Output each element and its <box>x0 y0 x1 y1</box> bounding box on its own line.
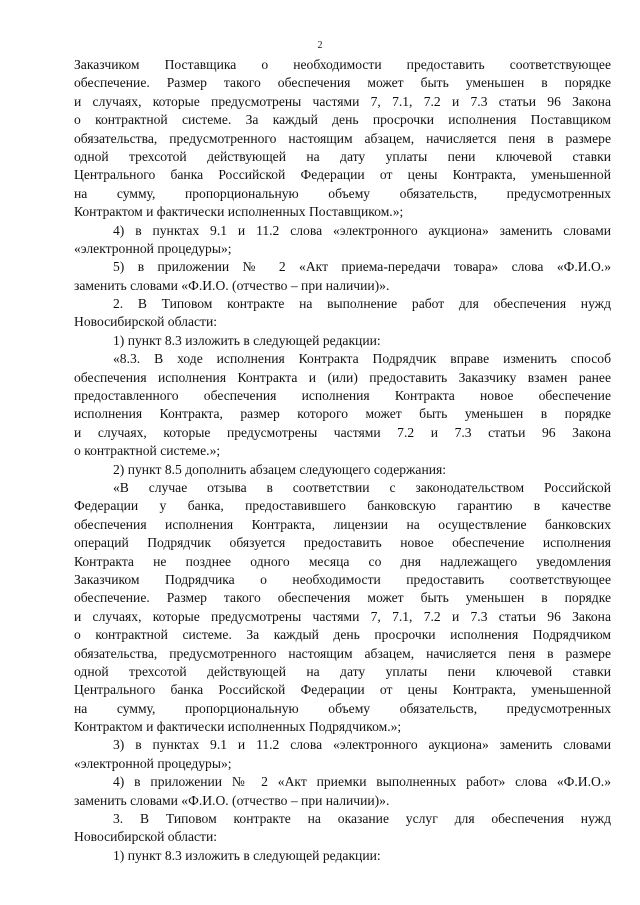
text-line: о контрактной системе. За каждый день просрочки исполнения Подрядчиком <box>74 627 611 643</box>
text-line: 2. В Типовом контракте на выполнение работ для обеспечения нужд <box>113 296 611 312</box>
text-line: и случаях, которые предусмотрены частями 7, 7.1, 7.2 и 7.3 статьи 96 Закона <box>74 608 611 624</box>
text-line: операций Подрядчик обязуется предоставить новое обеспечение исполнения <box>74 535 611 551</box>
text-line: 3) в пунктах 9.1 и 11.2 слова «электронного аукциона» заменить словами <box>113 737 611 753</box>
text-line: «электронной процедуры»; <box>74 755 232 771</box>
text-line: заменить словами «Ф.И.О. (отчество – при наличии)». <box>74 277 390 293</box>
text-line: Центрального банка Российской Федерации от цены Контракта, уменьшенной <box>74 167 611 183</box>
text-line: на сумму, пропорциональную объему обязательств, предусмотренных <box>74 185 611 201</box>
text-line: «электронной процедуры»; <box>74 240 232 256</box>
text-line: обеспечение. Размер такого обеспечения может быть уменьшен в порядке <box>74 590 611 606</box>
text-line: 4) в приложении № 2 «Акт приемки выполненных работ» слова «Ф.И.О.» <box>113 774 611 790</box>
text-line: и случаях, которые предусмотрены частями 7.2 и 7.3 статьи 96 Закона <box>74 424 611 440</box>
text-line: обязательства, предусмотренного настоящим абзацем, начисляется пеня в размере <box>74 130 611 146</box>
text-line: Заказчиком Поставщика о необходимости предоставить соответствующее <box>74 57 611 72</box>
text-line: о контрактной системе.»; <box>74 443 221 459</box>
text-line: 1) пункт 8.3 изложить в следующей редакции: <box>113 847 381 863</box>
text-line: 1) пункт 8.3 изложить в следующей редакции: <box>113 332 381 348</box>
text-line: на сумму, пропорциональную объему обязательств, предусмотренных <box>74 700 611 716</box>
text-line: одной трехсотой действующей на дату уплаты пени ключевой ставки <box>74 148 611 164</box>
text-line: обязательства, предусмотренного настоящим абзацем, начисляется пеня в размере <box>74 645 611 661</box>
text-line: о контрактной системе. За каждый день просрочки исполнения Поставщиком <box>74 112 611 128</box>
text-line: «8.3. В ходе исполнения Контракта Подрядчик вправе изменить способ <box>113 351 611 367</box>
text-line: заменить словами «Ф.И.О. (отчество – при наличии)». <box>74 792 390 808</box>
text-line: обеспечения исполнения Контракта, лицензии на осуществление банковских <box>74 516 611 532</box>
text-line: Федерации у банка, предоставившего банковскую гарантию в качестве <box>74 498 611 514</box>
text-line: Новосибирской области: <box>74 829 218 845</box>
text-line: Контрактом и фактически исполненных Поставщиком.»; <box>74 204 404 220</box>
document-body <box>74 56 611 865</box>
text-line: Заказчиком Подрядчика о необходимости предоставить соответствующее <box>74 571 611 587</box>
text-line: одной трехсотой действующей на дату уплаты пени ключевой ставки <box>74 663 611 679</box>
text-line: Контракта не позднее одного месяца со дня надлежащего уведомления <box>74 553 611 569</box>
text-line: предоставленного обеспечения исполнения Контракта новое обеспечение <box>74 388 611 404</box>
text-line: 5) в приложении № 2 «Акт приема-передачи товара» слова «Ф.И.О.» <box>113 259 611 275</box>
text-line: обеспечение. Размер такого обеспечения может быть уменьшен в порядке <box>74 75 611 91</box>
text-line: Центрального банка Российской Федерации от цены Контракта, уменьшенной <box>74 682 611 698</box>
text-line: 3. В Типовом контракте на оказание услуг для обеспечения нужд <box>113 811 611 827</box>
text-line: исполнения Контракта, размер которого может быть уменьшен в порядке <box>74 406 611 422</box>
text-line: Контрактом и фактически исполненных Подрядчиком.»; <box>74 719 402 735</box>
text-line: «В случае отзыва в соответствии с законодательством Российской <box>113 479 611 495</box>
text-line: 2) пункт 8.5 дополнить абзацем следующего содержания: <box>113 461 447 477</box>
text-line: 4) в пунктах 9.1 и 11.2 слова «электронного аукциона» заменить словами <box>113 222 611 238</box>
text-line: и случаях, которые предусмотрены частями 7, 7.1, 7.2 и 7.3 статьи 96 Закона <box>74 93 611 109</box>
text-line: Новосибирской области: <box>74 314 218 330</box>
text-line: обеспечения исполнения Контракта и (или) предоставить Заказчику взамен ранее <box>74 369 611 385</box>
page-number: 2 <box>317 40 323 51</box>
